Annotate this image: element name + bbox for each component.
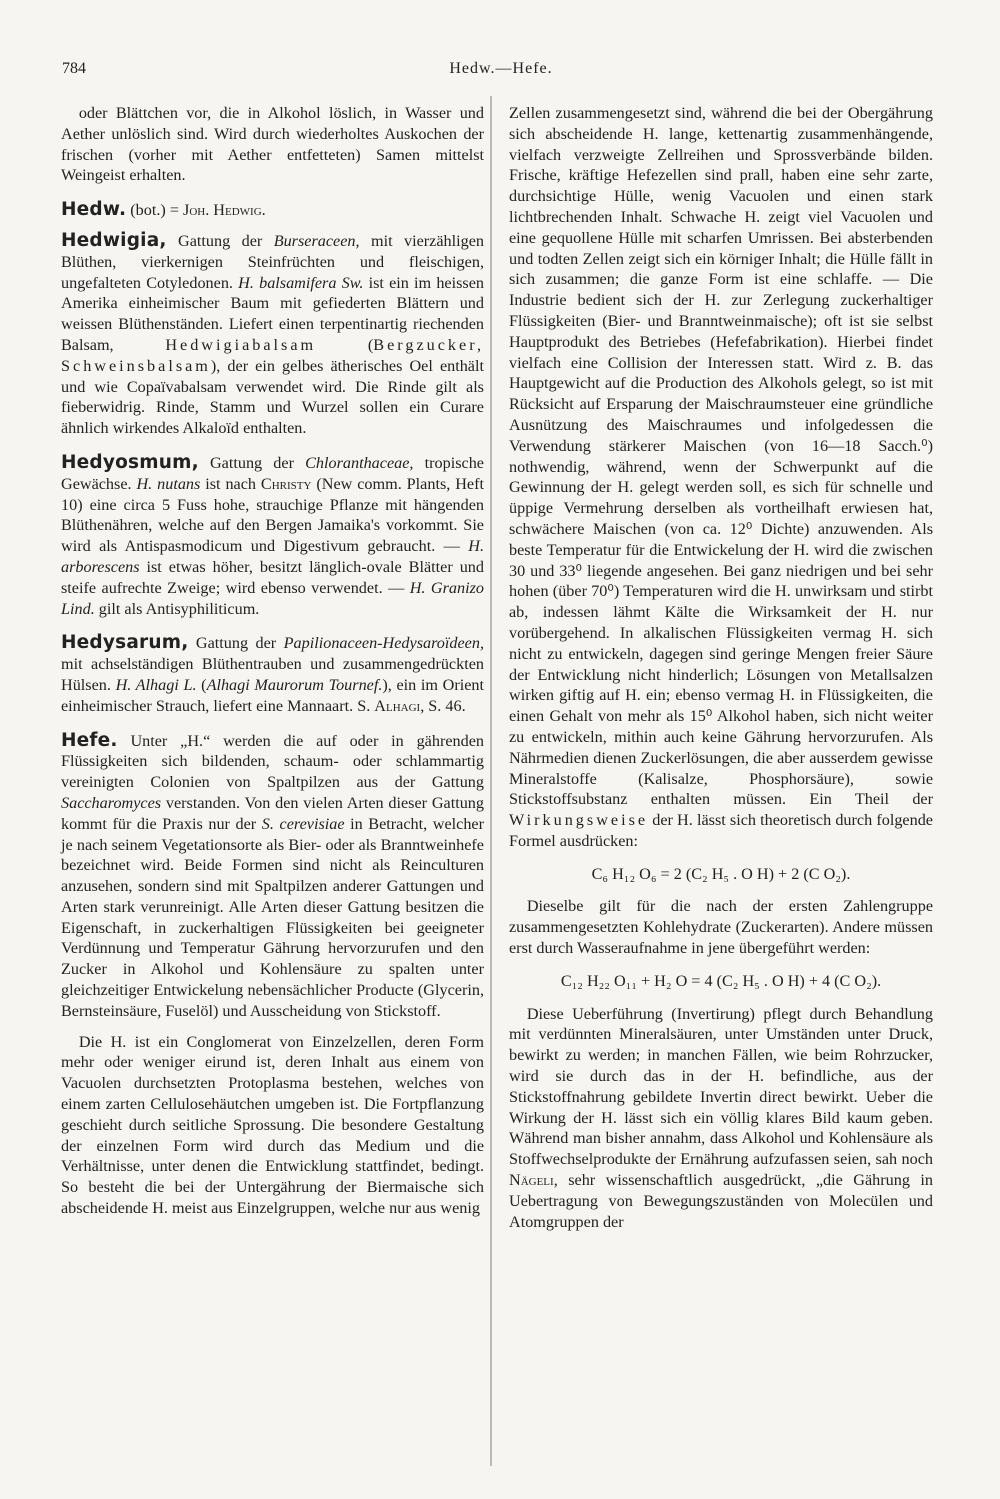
paragraph-continuation: oder Blättchen vor, die in Alkohol löslich, in Wasser und Aether unlöslich sind. Wird durch wiederholtes Auskochen der frischen (vorher mit Aether entfetteten) Samen mittelst Weingeist erhalten. (61, 104, 484, 185)
paragraph-inversion (509, 1004, 933, 1233)
entry-text: ist etwas höher, besitzt länglich-ovale Blätter und steife aufrechte Zweige; wird ebenso verwendet. — (61, 557, 484, 597)
entry-text: der H. lässt sich theoretisch durch folgende Formel ausdrücken: (509, 811, 933, 850)
column-divider (490, 96, 492, 1466)
entry-title-hedyosmum: Hedyosmum, (61, 451, 199, 473)
running-head: Hedw.—Hefe. (449, 60, 553, 77)
entry-text: ist nach (200, 474, 261, 493)
person-name: Christy (260, 474, 312, 493)
entry-text: in Betracht, welcher je nach seinem Vegetationsorte als Bier- oder als Branntweinhefe bezeichnet wird. Beide Formen sind nicht als Reinculturen anzusehen, sondern sind mit Spaltpilzen anderer Gattungen und Arten stark verunreinigt. Alle Arten dieser Gattung besitzen die Eigenschaft, in zuckerhaltigen Flüssigkeiten bei geeigneter Verdünnung und Temperatur Gährung hervorzurufen und den Zucker in Alkohol und Kohlensäure zu spalten unter gleichzeitiger Entwickelung nebensächlicher Producte (Glycerin, Bernsteinsäure, Fuselöl) und Ausscheidung von Stickstoff. (61, 814, 484, 1020)
italic-term: H. Alhagi L. (115, 675, 197, 694)
italic-term: S. cerevisiae (261, 814, 345, 833)
italic-term: Papilionaceen-Hedysaroïdeen, (283, 634, 484, 653)
entry-text: , sehr wissenschaftlich ausgedrückt, „die Gährung in Uebertragung von Bewegungszuständen von Molecülen und Atomgruppen der (509, 1171, 933, 1231)
entry-text: Unter „H.“ werden die auf oder in gährenden Flüssigkeiten sich bildenden, schaum- oder schlammartig vereinigten Colonien von Spaltpilzen aus der Gattung (61, 731, 484, 792)
entry-text: Gattung der (166, 231, 274, 250)
italic-term: Saccharomyces (61, 793, 162, 812)
italic-term: H. balsamifera Sw. (238, 273, 364, 292)
italic-term: Burseraceen, (273, 231, 360, 250)
italic-term: H. arborescens (61, 537, 484, 576)
italic-term: H. nutans (136, 474, 201, 493)
entry-text: Gattung der (198, 453, 306, 472)
entry-text: mit achselständigen Blüthentrauben und zusammengedrückten Hülsen. (61, 655, 484, 694)
entry-hedysarum (61, 633, 484, 716)
entry-hedw (61, 200, 484, 221)
chemical-formula-1: C₆ H₁₂ O₆ = 2 (C₂ H₅ . O H) + 2 (C O₂). (591, 864, 851, 883)
spaced-term: Wirkungsweise (509, 811, 649, 830)
entry-title-hedwigia: Hedwigia, (61, 229, 167, 251)
entry-text: (bot.) = (126, 201, 184, 220)
spaced-term: Hedwigiabalsam (165, 335, 317, 354)
entry-text: ), der ein gelbes ätherisches Oel enthält und wie Copaïvabalsam verwendet wird. Die Rinde gilt als fieberwidrig. Rinde, Stamm und Wurzel sollen ein Curare ähnlich wirkendes Alkaloïd enthalten. (61, 356, 484, 438)
spaced-term: Bergzucker, (373, 335, 484, 354)
person-name: Nägeli (509, 1171, 554, 1190)
entry-text: ), ein im Orient einheimischer Strauch, liefert eine Mannaart. S. (61, 675, 485, 715)
page-number: 784 (62, 60, 86, 77)
entry-text: ( (316, 335, 374, 354)
entry-hedyosmum (61, 453, 484, 619)
entry-text: Gattung der (188, 634, 284, 653)
paragraph-hefe-continued (509, 103, 933, 852)
right-column (509, 103, 933, 1232)
chemical-formula-2: C₁₂ H₂₂ O₁₁ + H₂ O = 4 (C₂ H₅ . O H) + 4 (C O₂). (560, 971, 882, 990)
italic-term: Alhagi Maurorum Tournef. (206, 675, 383, 694)
entry-text: ist ein im heissen Amerika einheimischer Baum mit gefiederten Blättern und weissen Blüthenständen. Liefert einen terpentinartig riechenden Balsam, (61, 273, 484, 354)
entry-text: Zellen zusammengesetzt sind, während die bei der Obergährung sich abscheidende H. lange, kettenartig zusammenhängende, vielfach verzweigte Zellreihen und Sprossverbände bilden. Frische, kräftige Hefezellen sind prall, haben eine sehr zarte, durchsichtige Hülle, wenig Vacuolen und einen stark lichtbrechenden Inhalt. Schwache H. zeigt viel Vacuolen und eine gequollene Hülle mit scharfen Umrissen. Bei absterbenden und todten Zellen zeigt sich ein körniger Inhalt; die Hülle fällt in sich zusammen; die ganze Form ist eine schlaffe. — Die Industrie bedient sich der H. zur Zerlegung zuckerhaltiger Flüssigkeiten (Bier- und Branntweinmaische); oft ist sie selbst Hauptprodukt des Betriebes (Hefefabrikation). Hierbei findet vielfach eine Collision der Interessen statt. Wird z. B. das Hauptgewicht auf die Production des Alkohols gelegt, so ist mit Rücksicht auf Ersparung der Maischraumsteuer eine gründliche Ausnützung des Maischraumes und infolgedessen die Verwendung stärkerer Maischen (von 16—18 Sacch.⁰) nothwendig, während, wenn der Schwerpunkt auf die Gewinnung der H. gelegt werden soll, es sich für schnelle und üppige Vermehrung derselben als vortheilhaft erwiesen hat, schwächere Maischen (von ca. 12⁰ Dichte) anzuwenden. Als beste Temperatur für die Entwickelung der H. wird die zwischen 30 und 33⁰ liegende angesehen. Bei ganz niedrigen und bei sehr hohen (über 70⁰) Temperaturen wird die H. unwirksam und stirbt ab, indessen lähmt Kälte die Wirksamkeit der H. nur vorübergehend. In alkalischen Flüssigkeiten vermag H. sich nicht zu entwickeln, dagegen sind geringe Mengen freier Säure der Entwicklung nicht hinderlich; Lösungen von Metallsalzen wirken giftig auf H. ein; ebenso vermag H. in Flüssigkeiten, die einen Gehalt von mehr als 15⁰ Alkohol haben, sich nicht weiter zu entwickeln, mithin auch keine Gährung hervorzurufen. Als Nährmedien dienen Zuckerlösungen, die aber ausserdem gewisse Mineralstoffe (Kalisalze, Phosphorsäure), sowie Stickstoffsubstanz enthalten müssen. Ein Theil der (509, 104, 933, 809)
entry-title-hedw: Hedw. (61, 199, 127, 221)
entry-hefe (61, 731, 484, 1022)
entry-hedwigia (61, 231, 484, 439)
entry-title-hefe: Hefe. (61, 729, 118, 751)
italic-term: Chloranthaceae, (305, 453, 414, 472)
entry-text: (New comm. Plants, Heft 10) eine circa 5 Fuss hohe, strauchige Pflanze mit hängenden Blüthenähren, welche auf den Bergen Jamaika's vorkommt. Sie wird als Antispasmodicum und Digestivum gebraucht. — (61, 474, 484, 556)
entry-text: verstanden. Von den vielen Arten dieser Gattung kommt für die Praxis nur der (61, 793, 484, 833)
cross-reference: Alhagi (374, 696, 421, 715)
entry-text: Diese Ueberführung (Invertirung) pflegt durch Behandlung mit verdünnten Mineralsäuren, unter Umständen unter Druck, bewirkt zu werden; in manchen Fällen, wie beim Rohrzucker, wird sie durch das in der H. befindliche, aus der Stickstoffnahrung gebildete Invertin direct bewirkt. Ueber die Wirkung der H. lässt sich ein völlig klares Bild kaum geben. Während man bisher annahm, dass Alkohol und Kohlensäure als Stoffwechselprodukte der Ernährung aufzufassen seien, sah noch (509, 1004, 933, 1169)
page-header (62, 60, 940, 88)
italic-term: H. Granizo Lind. (61, 578, 484, 618)
entry-text: ( (196, 675, 207, 694)
entry-title-hedysarum: Hedysarum, (61, 632, 189, 654)
entry-text: , S. 46. (420, 696, 466, 715)
spaced-term: Schweinsbalsam (61, 356, 211, 375)
entry-text: mit vierzähligen Blüthen, vierkernigen Steinfrüchten und fleischigen, ungefalteten Cotyledonen. (61, 231, 484, 292)
entry-text: tropische Gewächse. (61, 453, 484, 493)
entry-text: gilt als Antisyphiliticum. (94, 599, 260, 618)
left-column (61, 103, 484, 1219)
paragraph-hefe-structure: Die H. ist ein Conglomerat von Einzelzellen, deren Form mehr oder weniger eirund ist, deren Inhalt aus einem von Vacuolen durchsetzten Protoplasma bestehen, welches von einem zarten Cellulosehäutchen umgeben ist. Die Fortpflanzung geschieht durch seitliche Sprossung. Die besondere Gestaltung der einzelnen Form wird durch das Medium und die Verhältnisse, unter denen die Entwicklung stattfindet, bedingt. So besteht die bei der Untergährung der Biermaische sich abscheidende H. meist aus Einzelgruppen, welche nur aus wenig (61, 1032, 484, 1218)
person-name: Joh. Hedwig. (183, 201, 266, 220)
paragraph-carbohydrates: Dieselbe gilt für die nach der ersten Zahlengruppe zusammengesetzten Kohlehydrate (Zuckerarten). Andere müssen erst durch Wasseraufnahme in jene übergeführt werden: (509, 897, 933, 958)
